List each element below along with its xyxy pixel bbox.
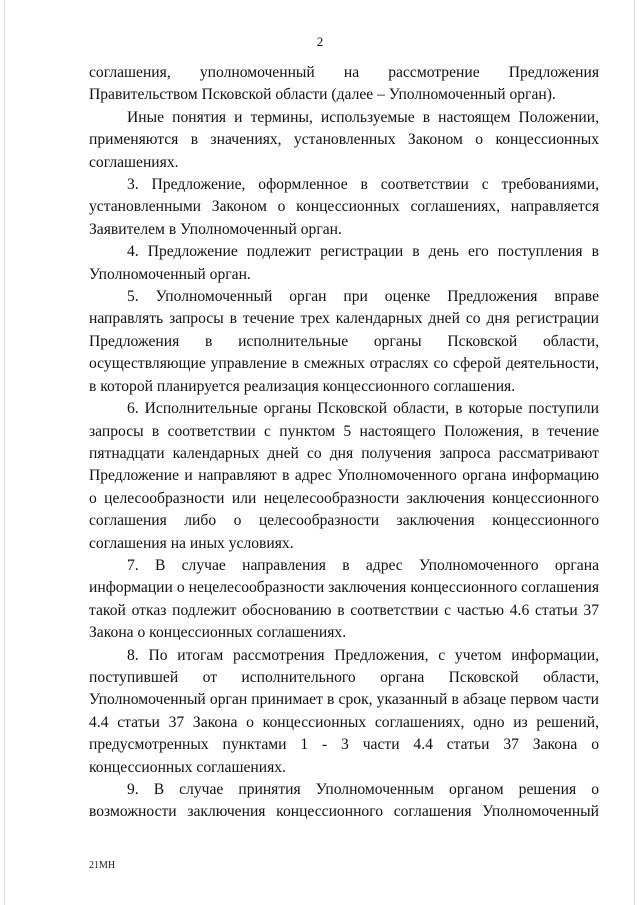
- footer-code: 21МН: [89, 860, 116, 871]
- paragraph: Иные понятия и термины, используемые в настоящем Положении, применяются в значениях, установленных Законом о концессионных соглашениях.: [89, 108, 599, 171]
- page-number: 2: [316, 34, 324, 49]
- paragraph: 9. В случае принятия Уполномоченным органом решения о возможности заключения концессионного соглашения Уполномоченный: [89, 781, 599, 821]
- paragraph: 8. По итогам рассмотрения Предложения, с учетом информации, поступившей от исполнительного органа Псковской области, Уполномоченный орган принимает в срок, указанный в абзаце первом части 4.4 статьи 37 Закона о концессионных соглашениях, одно из решений, предусмотренных пунктами 1 - 3 части 4.4 статьи 37 Закона о концессионных соглашениях.: [89, 646, 599, 776]
- paragraph: 6. Исполнительные органы Псковской области, в которые поступили запросы в соответствии с пунктом 5 настоящего Положения, в течение пятнадцати календарных дней со дня получения запроса рассматривают Предложение и направляют в адрес Уполномоченного органа информацию о целесообразности или нецелесообразности заключения концессионного соглашения либо о целесообразности заключения концессионного соглашения на иных условиях.: [89, 400, 599, 552]
- paragraph: 4. Предложение подлежит регистрации в день его поступления в Уполномоченный орган.: [89, 243, 599, 283]
- paragraph: 5. Уполномоченный орган при оценке Предложения вправе направлять запросы в течение трех календарных дней со дня регистрации Предложения в исполнительные органы Псковской области, осуществляющие управление в смежных отраслях со сферой деятельности, в которой планируется реализация концессионного соглашения.: [89, 288, 599, 395]
- paragraph: соглашения, уполномоченный на рассмотрение Предложения Правительством Псковской области (далее – Уполномоченный орган).: [89, 64, 599, 104]
- document-body: [89, 62, 599, 824]
- paragraph: 7. В случае направления в адрес Уполномоченного органа информации о нецелесообразности заключения концессионного соглашения такой отказ подлежит обоснованию в соответствии с частью 4.6 статьи 37 Закона о концессионных соглашениях.: [89, 556, 599, 642]
- paragraph: 3. Предложение, оформленное в соответствии с требованиями, установленными Законом о концессионных соглашениях, направляется Заявителем в Уполномоченный орган.: [89, 176, 599, 238]
- scan-left-edge: [4, 0, 5, 905]
- scan-right-edge: [634, 0, 635, 905]
